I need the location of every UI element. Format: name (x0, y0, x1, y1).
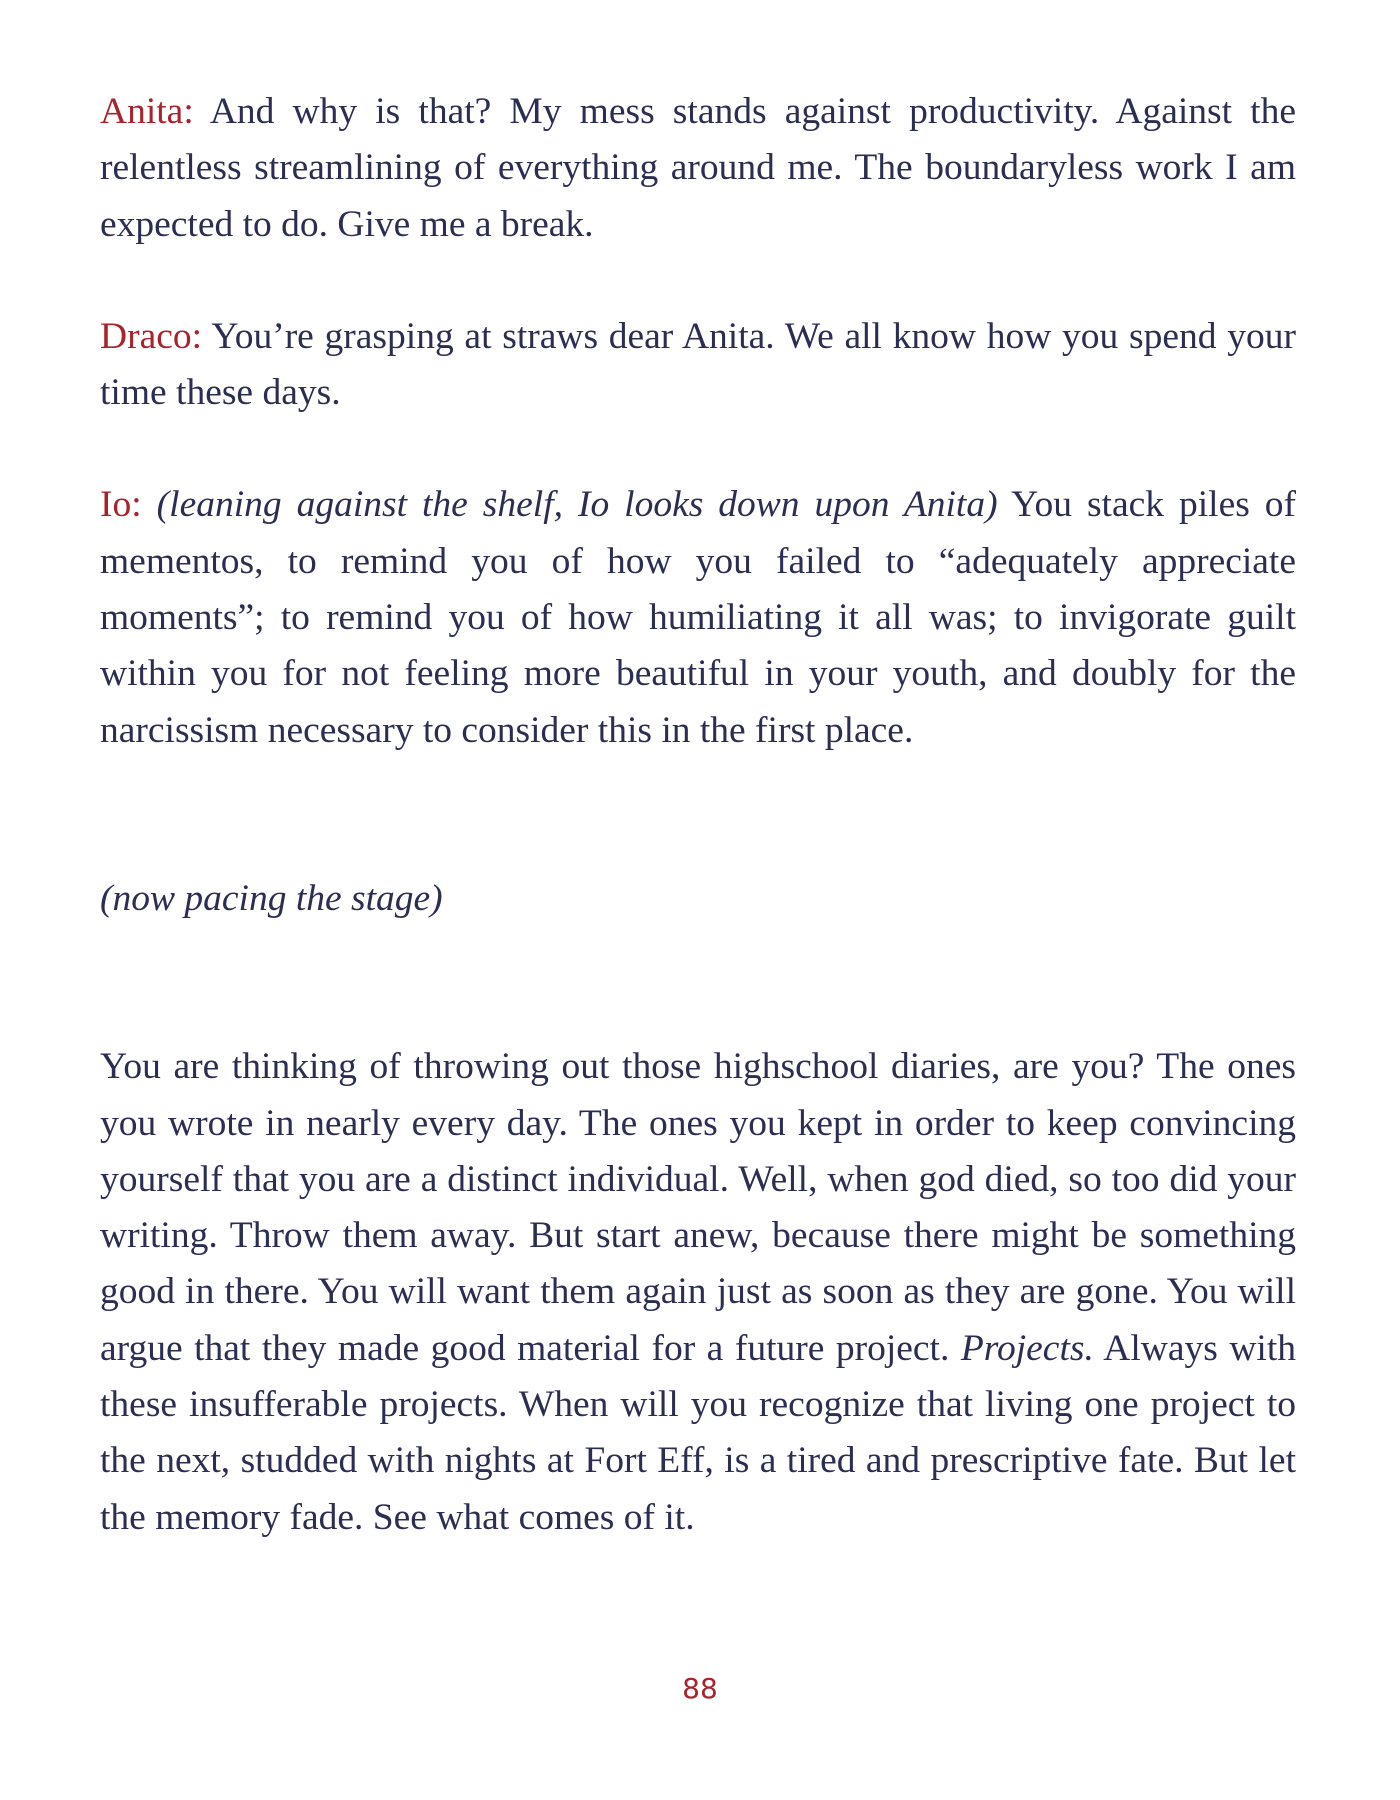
speaker-name: Io: (100, 484, 142, 526)
page-body (100, 84, 1296, 1546)
inline-stage-direction: (leaning against the shelf, Io looks down upon Anita) (156, 484, 998, 526)
monologue-text: You are thinking of throwing out those highschool diaries, are you? The ones you wrote in nearly every day. The ones you kept in order to keep convincing yourself that you are a distinct individual. Well, when god died, so too did your writing. Throw them away. But start anew, because there might be something good in there. You will want them again just as soon as they are gone. You will argue that they made good material for a future project. (100, 1046, 1296, 1369)
spacer (100, 253, 1296, 309)
spacer (100, 421, 1296, 477)
dialogue-line-anita (100, 84, 1296, 253)
monologue-paragraph (100, 1039, 1296, 1546)
dialogue-line-io (100, 477, 1296, 758)
spacer (100, 759, 1296, 871)
dialogue-text: You stack piles of mementos, to remind you of how you failed to “adequately appreciate moments”; to remind you of how humiliating it all was; to invigorate guilt within you for not feeling more beautiful in your youth, and doubly for the narcissism necessary to consider this in the first place. (100, 484, 1297, 751)
page-number: 88 (682, 1672, 718, 1705)
dialogue-line-draco (100, 309, 1296, 422)
speaker-name: Anita: (100, 91, 194, 132)
spacer (100, 927, 1296, 1039)
dialogue-text: And why is that? My mess stands against productivity. Against the relentless streamlining of everything around me. The boundaryless work I am expected to do. Give me a break. (100, 91, 1296, 245)
stage-direction: (now pacing the stage) (100, 877, 443, 919)
monologue-text: Always with these insufferable projects. When will you recognize that living one project to the next, studded with nights at Fort Eff, is a tired and prescriptive fate. But let the memory fade. See what comes of it. (100, 1327, 1297, 1538)
dialogue-text: You’re grasping at straws dear Anita. We all know how you spend your time these days. (100, 315, 1296, 414)
monologue-emphasis: Projects. (960, 1327, 1094, 1369)
speaker-name: Draco: (100, 315, 203, 357)
